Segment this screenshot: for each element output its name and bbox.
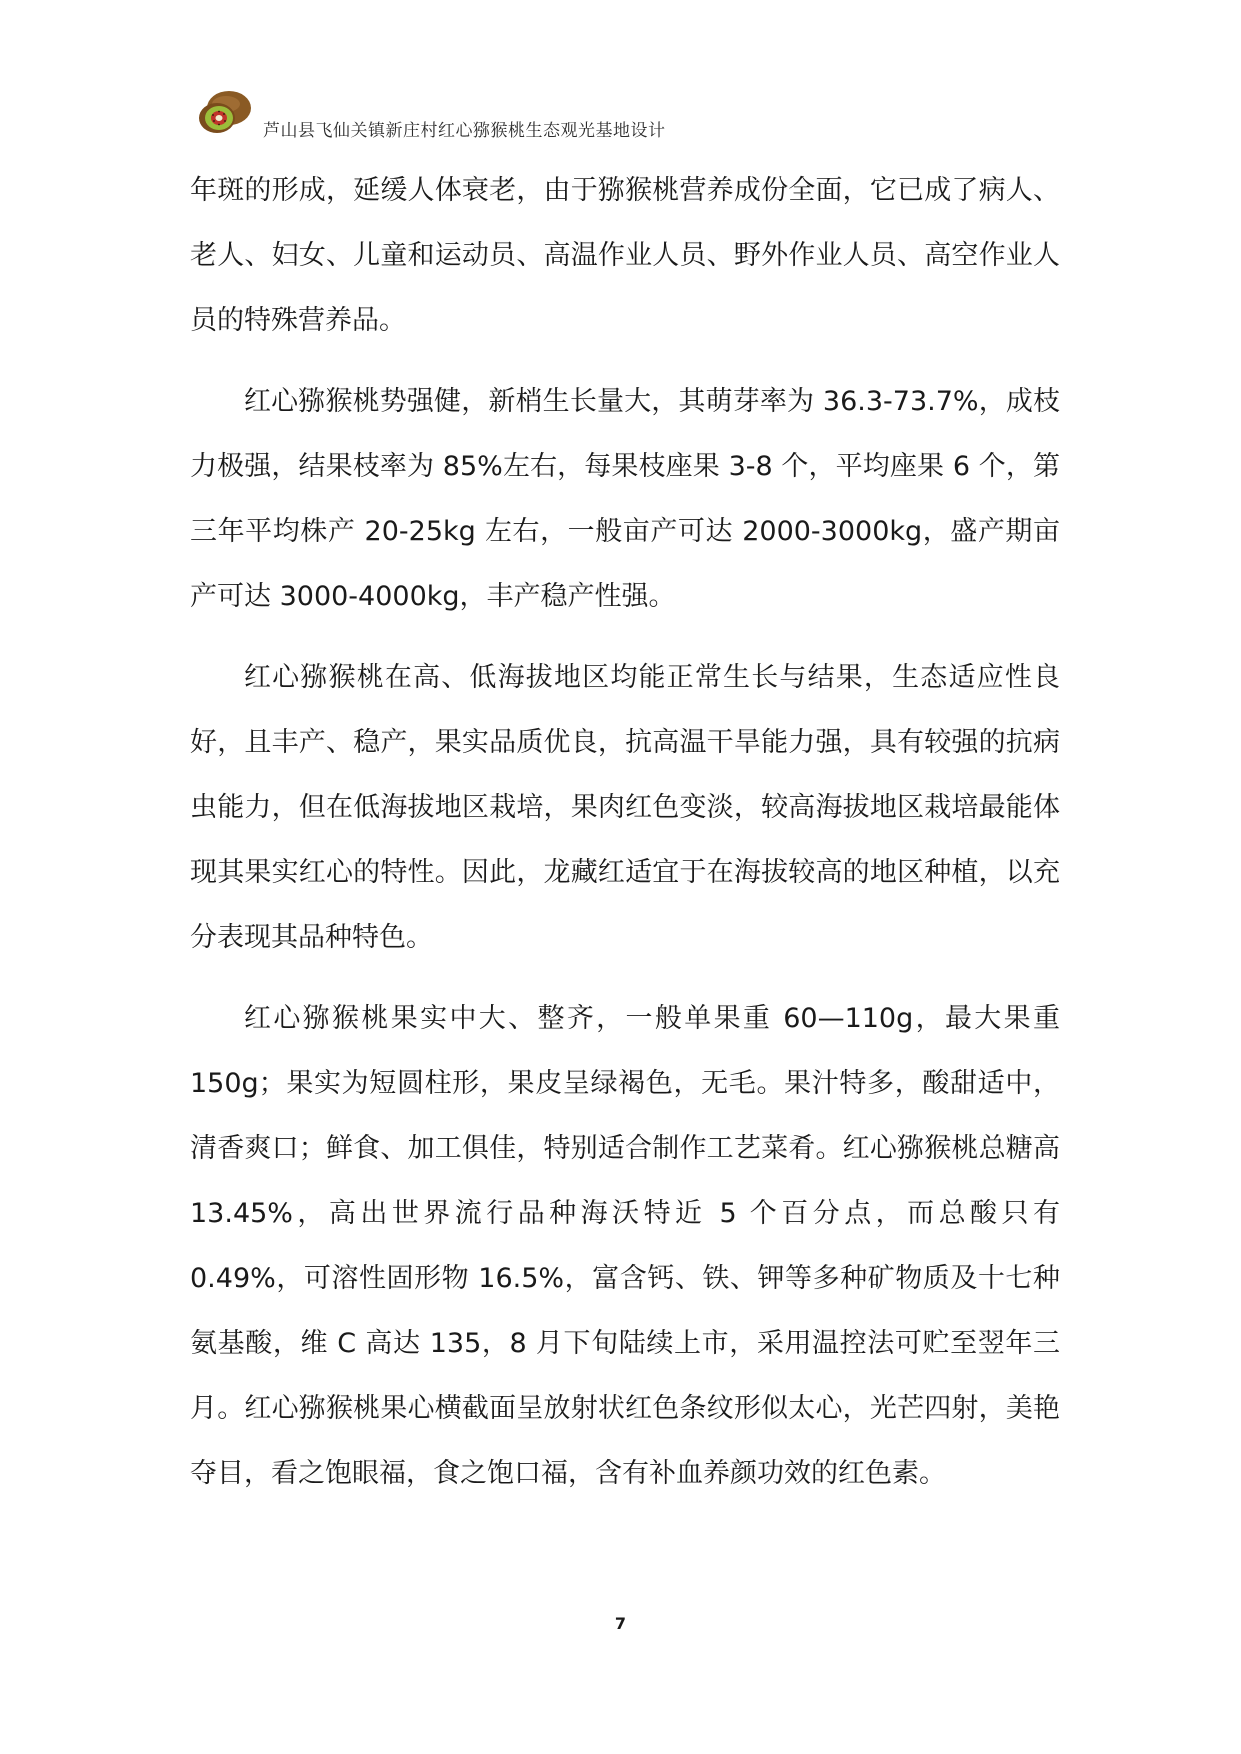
kiwi-fruit-logo-icon (193, 88, 255, 138)
body-paragraph: 红心猕猴桃势强健，新梢生长量大，其萌芽率为 36.3-73.7%，成枝力极强，结果枝率为 85%左右，每果枝座果 3-8 个，平均座果 6 个，第三年平均株产 20-25kg 左右，一般亩产可达 2000-3000kg，盛产期亩产可达 3000-4000kg，丰产稳产性强。 (190, 386, 1060, 612)
body-paragraph: 年斑的形成，延缓人体衰老，由于猕猴桃营养成份全面，它已成了病人、老人、妇女、儿童和运动员、高温作业人员、野外作业人员、高空作业人员的特殊营养品。 (190, 175, 1060, 336)
body-paragraph: 红心猕猴桃果实中大、整齐，一般单果重 60—110g，最大果重150g；果实为短圆柱形，果皮呈绿褐色，无毛。果汁特多，酸甜适中，清香爽口；鲜食、加工俱佳，特别适合制作工艺菜肴。红心猕猴桃总糖高 13.45%，高出世界流行品种海沃特近 5 个百分点，而总酸只有0.49%，可溶性固形物 16.5%，富含钙、铁、钾等多种矿物质及十七种氨基酸，维 C 高达 135，8 月下旬陆续上市，采用温控法可贮至翌年三月。红心猕猴桃果心横截面呈放射状红色条纹形似太心，光芒四射，美艳夺目，看之饱眼福，食之饱口福，含有补血养颜功效的红色素。 (190, 1003, 1060, 1489)
body-paragraph: 红心猕猴桃在高、低海拔地区均能正常生长与结果，生态适应性良好，且丰产、稳产，果实品质优良，抗高温干旱能力强，具有较强的抗病虫能力，但在低海拔地区栽培，果肉红色变淡，较高海拔地区栽培最能体现其果实红心的特性。因此，龙藏红适宜于在海拔较高的地区种植，以充分表现其品种特色。 (190, 662, 1060, 953)
page-number: 7 (614, 1614, 627, 1633)
page-header (193, 86, 1053, 146)
document-header-title: 芦山县飞仙关镇新庄村红心猕猴桃生态观光基地设计 (263, 121, 666, 141)
body-content (190, 158, 1060, 1522)
